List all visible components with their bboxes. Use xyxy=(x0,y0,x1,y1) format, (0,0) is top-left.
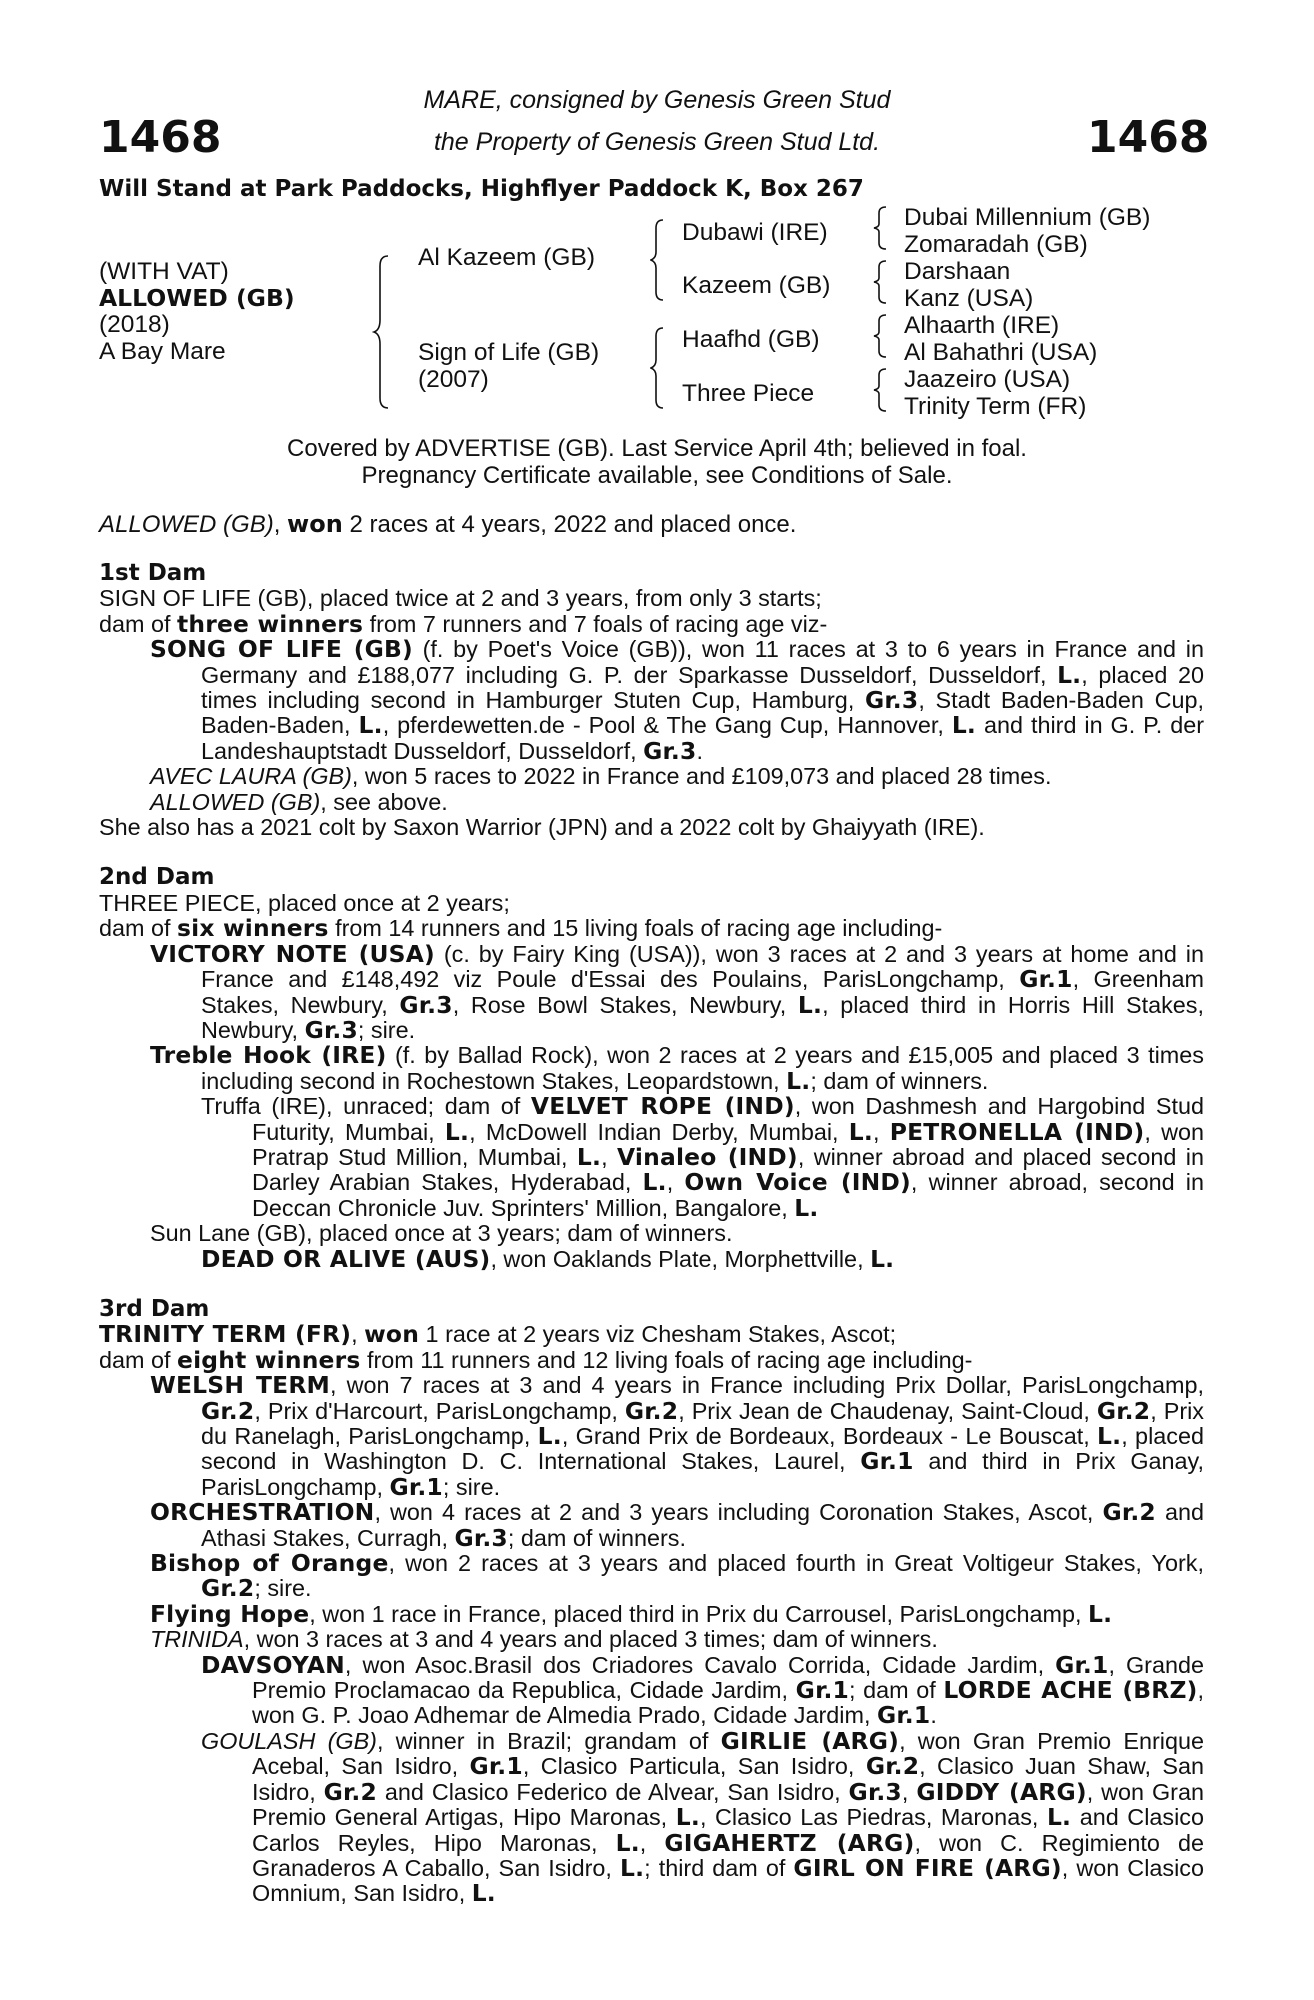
also-has-note: She also has a 2021 colt by Saxon Warrior (JPN) and a 2022 colt by Ghaiyyath (IRE). xyxy=(99,814,985,841)
consignor-line: MARE, consigned by Genesis Green Stud xyxy=(423,86,891,114)
gen3-three-piece: Three Piece xyxy=(682,380,815,407)
brace-three-piece xyxy=(873,367,889,413)
gen3-dubawi: Dubawi (IRE) xyxy=(682,219,828,246)
avec-laura-entry: AVEC LAURA (GB), won 5 races to 2022 in France and £109,073 and placed 28 times. xyxy=(150,763,1052,790)
covered-note xyxy=(0,435,1314,489)
gen4-6: Al Bahathri (USA) xyxy=(904,339,1098,366)
covered-line-1: Covered by ADVERTISE (GB). Last Service April 4th; believed in foal. xyxy=(287,435,1027,462)
gen3-kazeem: Kazeem (GB) xyxy=(682,272,831,299)
horse-name: ALLOWED (GB) xyxy=(99,284,295,312)
davsoyan-entry: DAVSOYAN, won Asoc.Brasil dos Criadores Cavalo Corrida, Cidade Jardim, Gr.1, Grande Premio Proclamacao da Republica, Cidade Jardim, Gr.1; dam of LORDE ACHE (BRZ), won G. P. Joao Adhemar de Almedia Prado, Cidade Jardim, Gr.1. xyxy=(201,1650,1205,1730)
song-of-life-entry: SONG OF LIFE (GB) (f. by Poet's Voice (GB)), won 11 races at 3 to 6 years in France and in Germany and £188,077 including G. P. der Sparkasse Dusseldorf, Dusseldorf, L., placed 20 times including second in Hamburger Stuten Cup, Hamburg, Gr.3, Stadt Baden-Baden Cup, Baden-Baden, L., pferdewetten.de - Pool & The Gang Cup, Hannover, L. and third in G. P. der Landeshauptstadt Dusseldorf, Dusseldorf, Gr.3. xyxy=(150,635,1205,765)
trinida-entry: TRINIDA, won 3 races at 3 and 4 years and placed 3 times; dam of winners. xyxy=(150,1626,938,1653)
sun-lane-entry: Sun Lane (GB), placed once at 3 years; dam of winners. xyxy=(150,1220,733,1247)
lot-number-left: 1468 xyxy=(99,112,222,163)
horse-vat: (WITH VAT) xyxy=(99,258,229,285)
third-dam-heading: 3rd Dam xyxy=(99,1295,210,1322)
lot-number-right: 1468 xyxy=(1087,112,1210,163)
property-line: the Property of Genesis Green Stud Ltd. xyxy=(433,128,881,156)
sire-name: Al Kazeem (GB) xyxy=(418,244,595,271)
gen4-4: Kanz (USA) xyxy=(904,285,1034,312)
brace-gen1 xyxy=(372,254,392,410)
brace-dubawi xyxy=(873,205,889,251)
welsh-term-entry: WELSH TERM, won 7 races at 3 and 4 years in France including Prix Dollar, ParisLongchamp, Gr.2, Prix d'Harcourt, ParisLongchamp, Gr.2, Prix Jean de Chaudenay, Saint-Cloud, Gr.2, Prix du Ranelagh, ParisLongchamp, L., Grand Prix de Bordeaux, Bordeaux - Le Bouscat, L., placed second in Washington D. C. International Stakes, Laurel, Gr.1 and third in Prix Ganay, ParisLongchamp, Gr.1; sire. xyxy=(150,1371,1205,1501)
flying-hope-entry: Flying Hope, won 1 race in France, placed third in Prix du Carrousel, ParisLongchamp, L. xyxy=(150,1599,1113,1628)
goulash-entry: GOULASH (GB), winner in Brazil; grandam of GIRLIE (ARG), won Gran Premio Enrique Acebal, San Isidro, Gr.1, Clasico Particula, San Isidro, Gr.2, Clasico Juan Shaw, San Isidro, Gr.2 and Clasico Federico de Alvear, San Isidro, Gr.3, GIDDY (ARG), won Gran Premio General Artigas, Hipo Maronas, L., Clasico Las Piedras, Maronas, L. and Clasico Carlos Reyles, Hipo Maronas, L., GIGAHERTZ (ARG), won C. Regimiento de Granaderos A Caballo, San Isidro, L.; third dam of GIRL ON FIRE (ARG), won Clasico Omnium, San Isidro, L. xyxy=(201,1726,1205,1908)
brace-sire xyxy=(650,218,666,302)
bishop-of-orange-entry: Bishop of Orange, won 2 races at 3 years and placed fourth in Great Voltigeur Stakes, York, Gr.2; sire. xyxy=(150,1549,1204,1603)
stand-location: Will Stand at Park Paddocks, Highflyer Paddock K, Box 267 xyxy=(99,176,864,202)
race-record: ALLOWED (GB), won 2 races at 4 years, 2022 and placed once. xyxy=(99,510,797,538)
brace-haafhd xyxy=(873,313,889,359)
second-dam-summary: THREE PIECE, placed once at 2 years; xyxy=(99,889,510,916)
allowed-entry: ALLOWED (GB), see above. xyxy=(150,788,448,815)
gen4-8: Trinity Term (FR) xyxy=(904,393,1087,420)
gen4-1: Dubai Millennium (GB) xyxy=(904,204,1151,231)
second-dam-heading: 2nd Dam xyxy=(99,864,215,891)
horse-year: (2018) xyxy=(99,311,170,338)
second-dam-winners: dam of six winners from 14 runners and 15 living foals of racing age including- xyxy=(99,914,943,943)
gen3-haafhd: Haafhd (GB) xyxy=(682,326,820,353)
gen4-5: Alhaarth (IRE) xyxy=(904,312,1060,339)
gen4-3: Darshaan xyxy=(904,258,1011,285)
victory-note-entry: VICTORY NOTE (USA) (c. by Fairy King (USA)), won 3 races at 2 and 3 years at home and in France and £148,492 viz Poule d'Essai des Poulains, ParisLongchamp, Gr.1, Greenham Stakes, Newbury, Gr.3, Rose Bowl Stakes, Newbury, L., placed third in Horris Hill Stakes, Newbury, Gr.3; sire. xyxy=(150,939,1204,1044)
gen4-7: Jaazeiro (USA) xyxy=(904,366,1071,393)
truffa-entry: Truffa (IRE), unraced; dam of VELVET ROPE (IND), won Dashmesh and Hargobind Stud Futurity, Mumbai, L., McDowell Indian Derby, Mumbai, L., PETRONELLA (IND), won Pratrap Stud Million, Mumbai, L., Vinaleo (IND), winner abroad and placed second in Darley Arabian Stakes, Hyderabad, L., Own Voice (IND), winner abroad, second in Deccan Chronicle Juv. Sprinters' Million, Bangalore, L. xyxy=(201,1092,1205,1222)
brace-dam xyxy=(650,326,666,410)
brace-kazeem xyxy=(873,259,889,305)
third-dam-summary: TRINITY TERM (FR), won 1 race at 2 years viz Chesham Stakes, Ascot; xyxy=(99,1320,897,1349)
first-dam-summary: SIGN OF LIFE (GB), placed twice at 2 and 3 years, from only 3 starts; xyxy=(99,585,822,612)
orchestration-entry: ORCHESTRATION, won 4 races at 2 and 3 years including Coronation Stakes, Ascot, Gr.2 and Athasi Stakes, Curragh, Gr.3; dam of winners. xyxy=(150,1498,1204,1552)
dam-name: Sign of Life (GB) xyxy=(418,339,600,366)
first-dam-heading: 1st Dam xyxy=(99,560,207,586)
covered-line-2: Pregnancy Certificate available, see Conditions of Sale. xyxy=(361,462,953,489)
treble-hook-entry: Treble Hook (IRE) (f. by Ballad Rock), won 2 races at 2 years and £15,005 and placed 3 times including second in Rochestown Stakes, Leopardstown, L.; dam of winners. xyxy=(150,1041,1204,1095)
dam-year: (2007) xyxy=(418,366,489,393)
gen4-2: Zomaradah (GB) xyxy=(904,231,1088,258)
dead-or-alive-entry: DEAD OR ALIVE (AUS), won Oaklands Plate, Morphettville, L. xyxy=(201,1244,895,1273)
catalogue-body xyxy=(99,561,1204,1907)
third-dam-winners: dam of eight winners from 11 runners and 12 living foals of racing age including- xyxy=(99,1345,973,1374)
first-dam-winners: dam of three winners from 7 runners and 7 foals of racing age viz- xyxy=(99,609,828,638)
horse-description: A Bay Mare xyxy=(99,338,226,365)
